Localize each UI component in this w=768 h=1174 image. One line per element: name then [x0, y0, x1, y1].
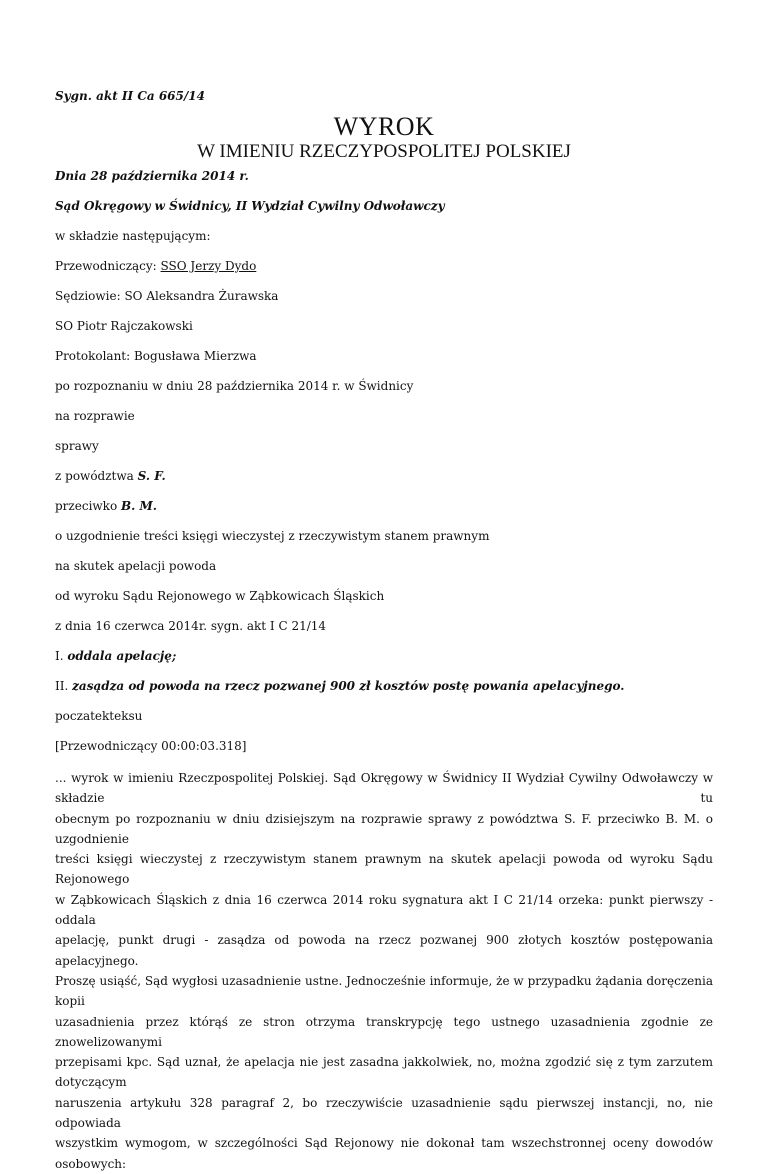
point-2-number: II.: [55, 679, 73, 693]
transcript-line: wszystkim wymogom, w szczególności Sąd Rejonowy nie dokonał tam wszechstronnej oceny dowodów osobowych:: [55, 1136, 713, 1171]
plaintiff-line: [55, 469, 166, 483]
speaker-timestamp: [Przewodniczący 00:00:03.318]: [55, 739, 247, 753]
transcript-line: uzasadnienia przez którąś ze stron otrzyma transkrypcję tego ustnego uzasadnienia zgodnie ze znowelizowanymi: [55, 1014, 713, 1049]
judges-line: Sędziowie: SO Aleksandra Żurawska: [55, 289, 279, 303]
court-name: Sąd Okręgowy w Świdnicy, II Wydział Cywilny Odwoławczy: [55, 199, 445, 213]
composition-intro: w składzie następującym:: [55, 229, 211, 243]
point-1-number: I.: [55, 649, 68, 663]
judge-second: SO Piotr Rajczakowski: [55, 319, 193, 333]
defendant-line: [55, 499, 157, 513]
transcript-line: obecnym po rozpoznaniu w dniu dzisiejszym na rozprawie sprawy z powództwa S. F. przeciwko B. M. o uzgodnienie: [55, 811, 713, 846]
transcript-line: naruszenia artykułu 328 paragraf 2, bo rzeczywiście uzasadnienie sądu pierwszej instancji, no, nie odpowiada: [55, 1095, 713, 1131]
defendant-name: B. M.: [120, 499, 157, 513]
session-line: na rozprawie: [55, 409, 135, 423]
transcript-line: apelację, punkt drugi - zasądza od powoda na rzecz pozwanej 900 złotych kosztów postępowania apelacyjnego.: [55, 933, 713, 968]
case-number: Sygn. akt II Ca 665/14: [55, 89, 205, 103]
chair-name-link[interactable]: SSO Jerzy Dydo: [160, 259, 257, 273]
ruling-point-2: [55, 679, 624, 693]
plaintiff-name: S. F.: [137, 469, 166, 483]
transcript-line: w Ząbkowicach Śląskich z dnia 16 czerwca 2014 roku sygnatura akt I C 21/14 orzeka: punkt pierwszy - oddala: [55, 892, 713, 928]
hearing-line: po rozpoznaniu w dniu 28 października 2014 r. w Świdnicy: [55, 379, 414, 393]
transcript-line: ... wyrok w imieniu Rzeczpospolitej Polskiej. Sąd Okręgowy w Świdnicy II Wydział Cywilny Odwoławczy w składzie tu: [55, 771, 713, 806]
plaintiff-prefix: z powództwa: [55, 469, 138, 483]
chair-line: [55, 259, 256, 273]
transcript-paragraph: [55, 768, 713, 1174]
transcript-line: Proszę usiąść, Sąd wygłosi uzasadnienie ustne. Jednocześnie informuje, że w przypadku żądania doręczenia kopii: [55, 973, 713, 1009]
ruling-point-1: [55, 649, 176, 663]
transcript-line: przepisami kpc. Sąd uznał, że apelacja nie jest zasadna jakkolwiek, no, można zgodzić się z tym zarzutem dotyczącym: [55, 1055, 713, 1090]
lower-court-line: od wyroku Sądu Rejonowego w Ząbkowicach Śląskich: [55, 589, 385, 603]
transcript-line: treści księgi wieczystej z rzeczywistym stanem prawnym na skutek apelacji powoda od wyroku Sądu Rejonowego: [55, 852, 713, 887]
appeal-line: na skutek apelacji powoda: [55, 559, 217, 573]
point-1-text: oddala apelację;: [67, 649, 177, 663]
defendant-prefix: przeciwko: [55, 499, 121, 513]
subject-line: o uzgodnienie treści księgi wieczystej z rzeczywistym stanem prawnym: [55, 529, 490, 543]
judgment-date: Dnia 28 października 2014 r.: [55, 169, 249, 183]
document-title: WYROK: [333, 112, 435, 141]
chair-label: Przewodniczący:: [55, 259, 161, 273]
document-subtitle: W IMIENIU RZECZYPOSPOLITEJ POLSKIEJ: [197, 141, 571, 162]
clerk-line: Protokolant: Bogusława Mierzwa: [55, 349, 257, 363]
case-line: sprawy: [55, 439, 99, 453]
lower-judgment-date: z dnia 16 czerwca 2014r. sygn. akt I C 21/14: [55, 619, 327, 633]
point-2-text: zasądza od powoda na rzecz pozwanej 900 zł kosztów postę powania apelacyjnego.: [72, 679, 625, 693]
text-start-marker: poczatekteksu: [55, 709, 143, 723]
